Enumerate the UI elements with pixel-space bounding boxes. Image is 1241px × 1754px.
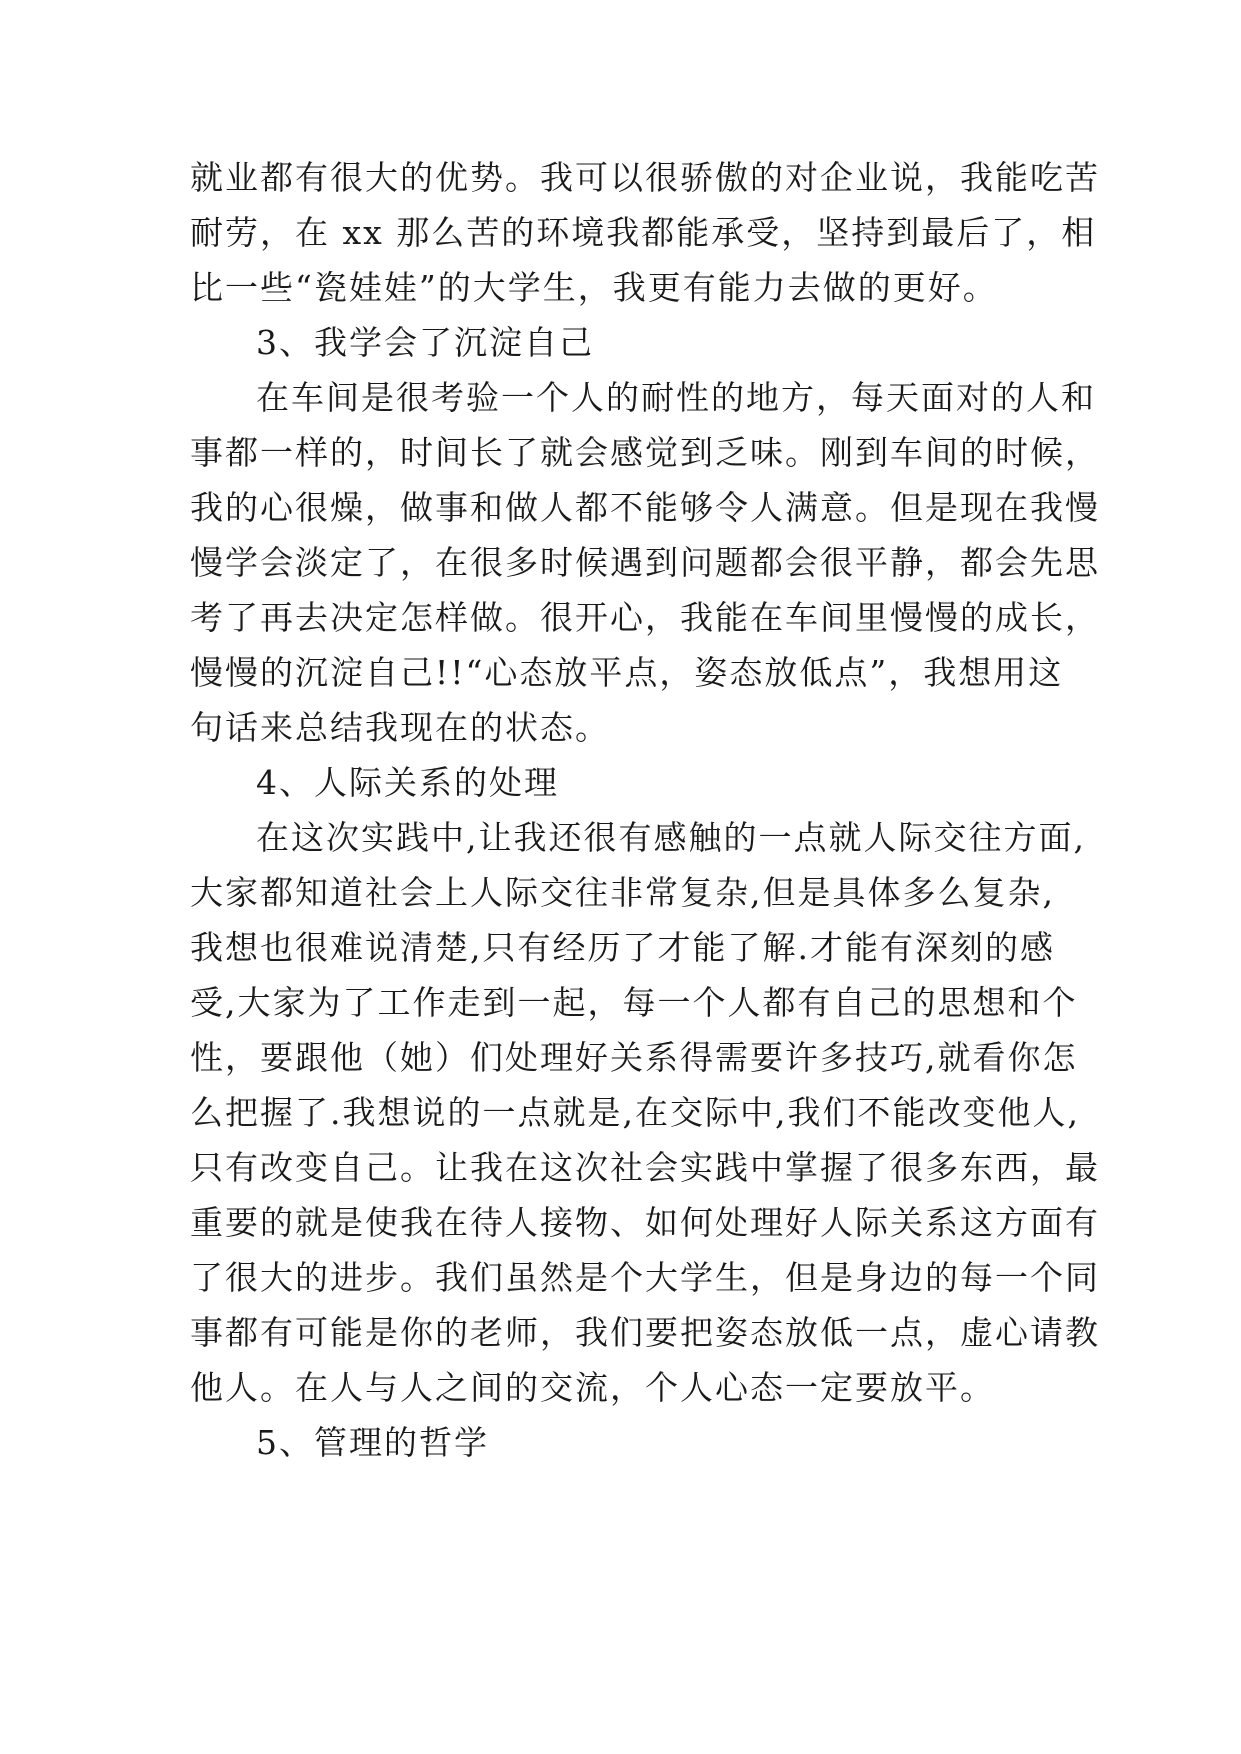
paragraph-4-line-3: 我想也很难说清楚,只有经历了才能了解.才能有深刻的感	[190, 928, 1055, 967]
paragraph-3-line-1: 在车间是很考验一个人的耐性的地方，每天面对的人和	[256, 378, 1096, 417]
section-heading-5: 5、管理的哲学	[256, 1423, 489, 1462]
paragraph-4-line-10: 事都有可能是你的老师，我们要把姿态放低一点，虚心请教	[190, 1313, 1100, 1352]
paragraph-1-line-2: 耐劳，在 xx 那么苦的环境我都能承受，坚持到最后了，相	[190, 213, 1097, 252]
paragraph-3-line-5: 考了再去决定怎样做。很开心，我能在车间里慢慢的成长，	[190, 598, 1100, 637]
document-body	[190, 150, 1100, 1470]
paragraph-3-line-7: 句话来总结我现在的状态。	[190, 708, 610, 747]
paragraph-4-line-9: 了很大的进步。我们虽然是个大学生，但是身边的每一个同	[190, 1258, 1100, 1297]
paragraph-3-line-4: 慢学会淡定了，在很多时候遇到问题都会很平静，都会先思	[190, 543, 1100, 582]
paragraph-3-line-3: 我的心很燥，做事和做人都不能够令人满意。但是现在我慢	[190, 488, 1100, 527]
paragraph-4-line-8: 重要的就是使我在待人接物、如何处理好人际关系这方面有	[190, 1203, 1100, 1242]
section-heading-3: 3、我学会了沉淀自己	[256, 323, 594, 362]
paragraph-4-line-11: 他人。在人与人之间的交流，个人心态一定要放平。	[190, 1368, 995, 1407]
paragraph-4-line-1: 在这次实践中,让我还很有感触的一点就人际交往方面,	[256, 818, 1086, 857]
paragraph-4-line-4: 受,大家为了工作走到一起，每一个人都有自己的思想和个	[190, 983, 1078, 1022]
paragraph-1-line-1: 就业都有很大的优势。我可以很骄傲的对企业说，我能吃苦	[190, 158, 1100, 197]
paragraph-4-line-6: 么把握了.我想说的一点就是,在交际中,我们不能改变他人,	[190, 1093, 1080, 1132]
paragraph-3-line-6: 慢慢的沉淀自己!!“心态放平点，姿态放低点”，我想用这	[190, 653, 1064, 692]
paragraph-1-line-3: 比一些“瓷娃娃”的大学生，我更有能力去做的更好。	[190, 268, 998, 307]
section-heading-4: 4、人际关系的处理	[256, 763, 559, 802]
paragraph-3-line-2: 事都一样的，时间长了就会感觉到乏味。刚到车间的时候，	[190, 433, 1100, 472]
paragraph-4-line-7: 只有改变自己。让我在这次社会实践中掌握了很多东西，最	[190, 1148, 1100, 1187]
paragraph-4-line-5: 性，要跟他（她）们处理好关系得需要许多技巧,就看你怎	[190, 1038, 1078, 1077]
paragraph-4-line-2: 大家都知道社会上人际交往非常复杂,但是具体多么复杂,	[190, 873, 1055, 912]
